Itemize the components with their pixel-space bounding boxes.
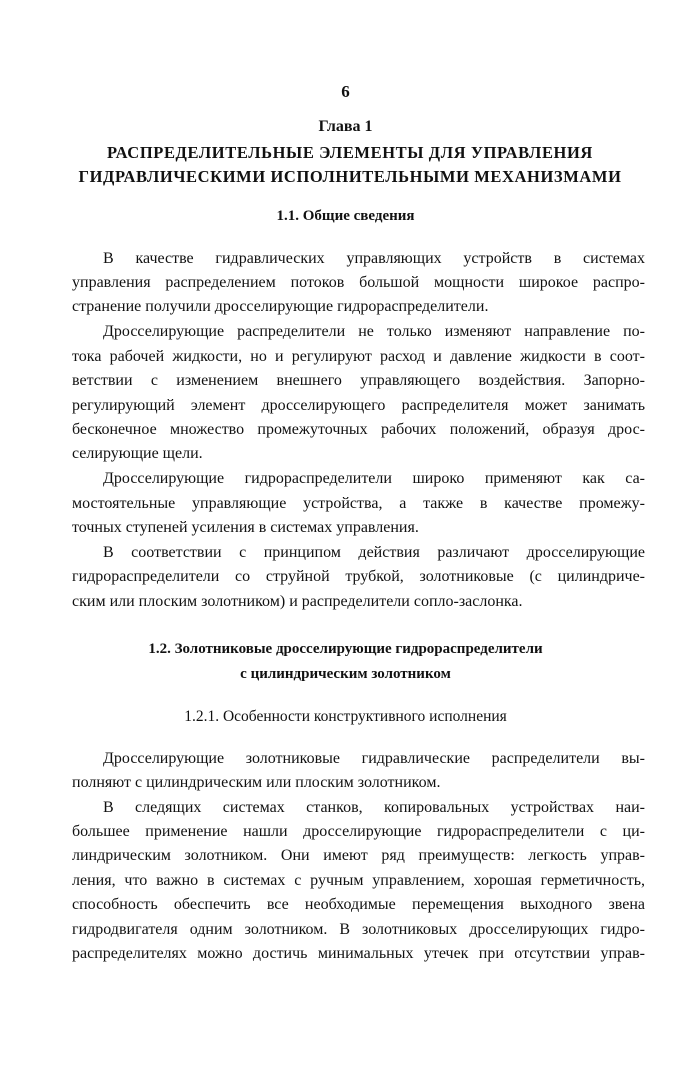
section-heading-1-2-line-1: 1.2. Золотниковые дросселирующие гидрораспределители [148,641,543,657]
paragraph-1-line: управления распределением потоков большой мощности широкое распро- [72,274,645,291]
chapter-label: Глава 1 [318,118,373,135]
paragraph-3-line: мостоятельные управляющие устройства, а также в качестве промежу- [72,495,645,512]
paragraph-3-line: Дросселирующие гидрораспределители широко применяют как са- [103,470,645,487]
paragraph-6-line: способность обеспечить все необходимые перемещения выходного звена [72,896,645,913]
paragraph-1-line: В качестве гидравлических управляющих устройств в системах [103,250,645,267]
paragraph-4-line: В соответствии с принципом действия различают дросселирующие [103,544,645,561]
paragraph-3-line: точных ступеней усиления в системах управления. [72,519,419,536]
paragraph-2-line: регулирующий элемент дросселирующего распределителя может занимать [72,397,645,414]
page-number: 6 [341,82,350,101]
paragraph-6-line: гидродвигателя одним золотником. В золотниковых дросселирующих гидро- [72,921,645,938]
paragraph-2-line: бесконечное множество промежуточных рабочих положений, образуя дрос- [72,421,645,438]
paragraph-6-line: ления, что важно в системах с ручным управлением, хорошая герметичность, [72,872,645,889]
paragraph-6-line: линдрическим золотником. Они имеют ряд преимуществ: легкость управ- [72,847,645,864]
paragraph-4-line: ским или плоским золотником) и распределители сопло-заслонка. [72,593,523,610]
paragraph-4-line: гидрораспределители со струйной трубкой, золотниковые (с цилиндриче- [72,568,645,585]
paragraph-6-line: большее применение нашли дросселирующие гидрораспределители с ци- [72,823,645,840]
paragraph-2-line: ветствии с изменением внешнего управляющего воздействия. Запорно- [72,372,645,389]
paragraph-2-line: Дросселирующие распределители не только изменяют направление по- [103,323,645,340]
paragraph-6-line: В следящих системах станков, копировальных устройствах наи- [103,799,645,816]
chapter-title-line-1: РАСПРЕДЕЛИТЕЛЬНЫЕ ЭЛЕМЕНТЫ ДЛЯ УПРАВЛЕНИЯ [107,143,593,162]
paragraph-2-line: селирующие щели. [72,445,203,462]
paragraph-6-line: распределителях можно достичь минимальных утечек при отсутствии управ- [72,945,645,962]
paragraph-1-line: странение получили дросселирующие гидрораспределители. [72,298,489,315]
section-heading-1-2-line-2: с цилиндрическим золотником [240,666,451,682]
paragraph-5-line: полняют с цилиндрическим или плоским золотником. [72,774,441,791]
chapter-title-line-2: ГИДРАВЛИЧЕСКИМИ ИСПОЛНИТЕЛЬНЫМИ МЕХАНИЗМАМИ [78,167,622,186]
subsection-heading-1-2-1: 1.2.1. Особенности конструктивного исполнения [184,708,507,725]
paragraph-5-line: Дросселирующие золотниковые гидравлические распределители вы- [103,750,645,767]
section-heading-1-1: 1.1. Общие сведения [276,208,415,224]
paragraph-2-line: тока рабочей жидкости, но и регулируют расход и давление жидкости в соот- [72,348,645,365]
